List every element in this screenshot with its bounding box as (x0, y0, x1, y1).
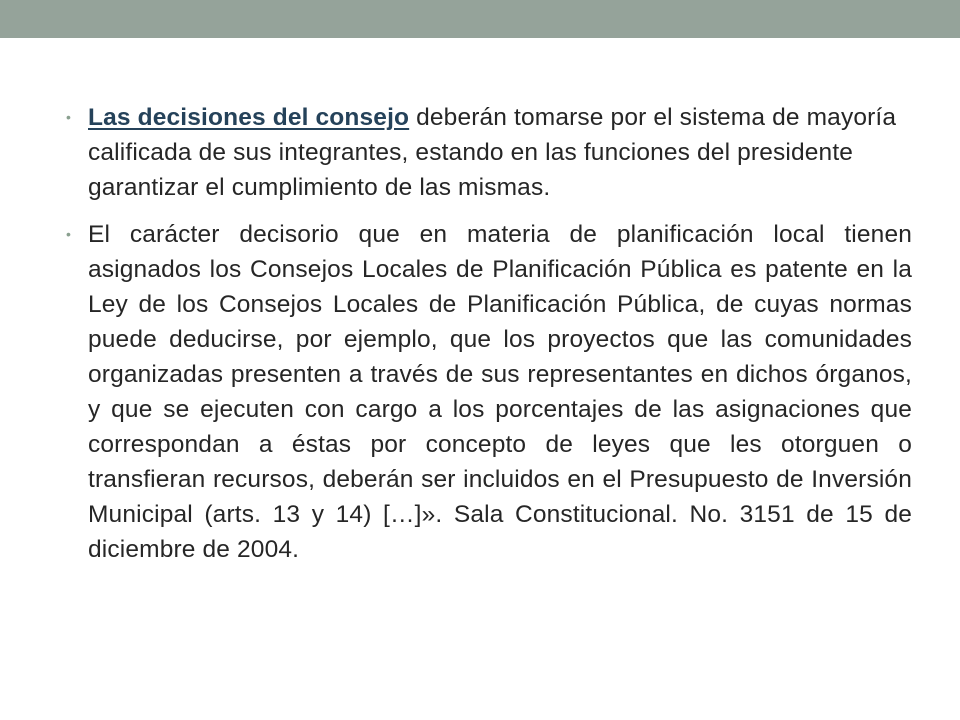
bullet-item-caracter-decisorio (66, 217, 912, 567)
bullet-body-text: deberán tomarse por el sistema de mayoría calificada de sus integrantes, estando en las funciones del presidente garantizar el cumplimiento de las mismas. (88, 104, 897, 201)
bullet-dot-icon: • (66, 109, 72, 125)
bullet-text (88, 100, 912, 205)
bullet-list (66, 100, 912, 567)
bullet-body-text: El carácter decisorio que en materia de planificación local tienen asignados los Consejos Locales de Planificación Pública es patente en la Ley de los Consejos Locales de Planificación Pública, de cuyas normas puede deducirse, por ejemplo, que los proyectos que las comunidades organizadas presenten a través de sus representantes en dichos órganos, y que se ejecuten con cargo a los porcentajes de las asignaciones que correspondan a éstas por concepto de leyes que les otorguen o transfieran recursos, deberán ser incluidos en el Presupuesto de Inversión Municipal (arts. 13 y 14) […]». Sala Constitucional. No. 3151 de 15 de diciembre de 2004. (88, 221, 912, 563)
bullet-dot-icon: • (66, 226, 72, 242)
top-accent-bar (0, 0, 960, 38)
bullet-item-decisiones (66, 100, 912, 205)
highlighted-term: Las decisiones del consejo (88, 104, 410, 131)
